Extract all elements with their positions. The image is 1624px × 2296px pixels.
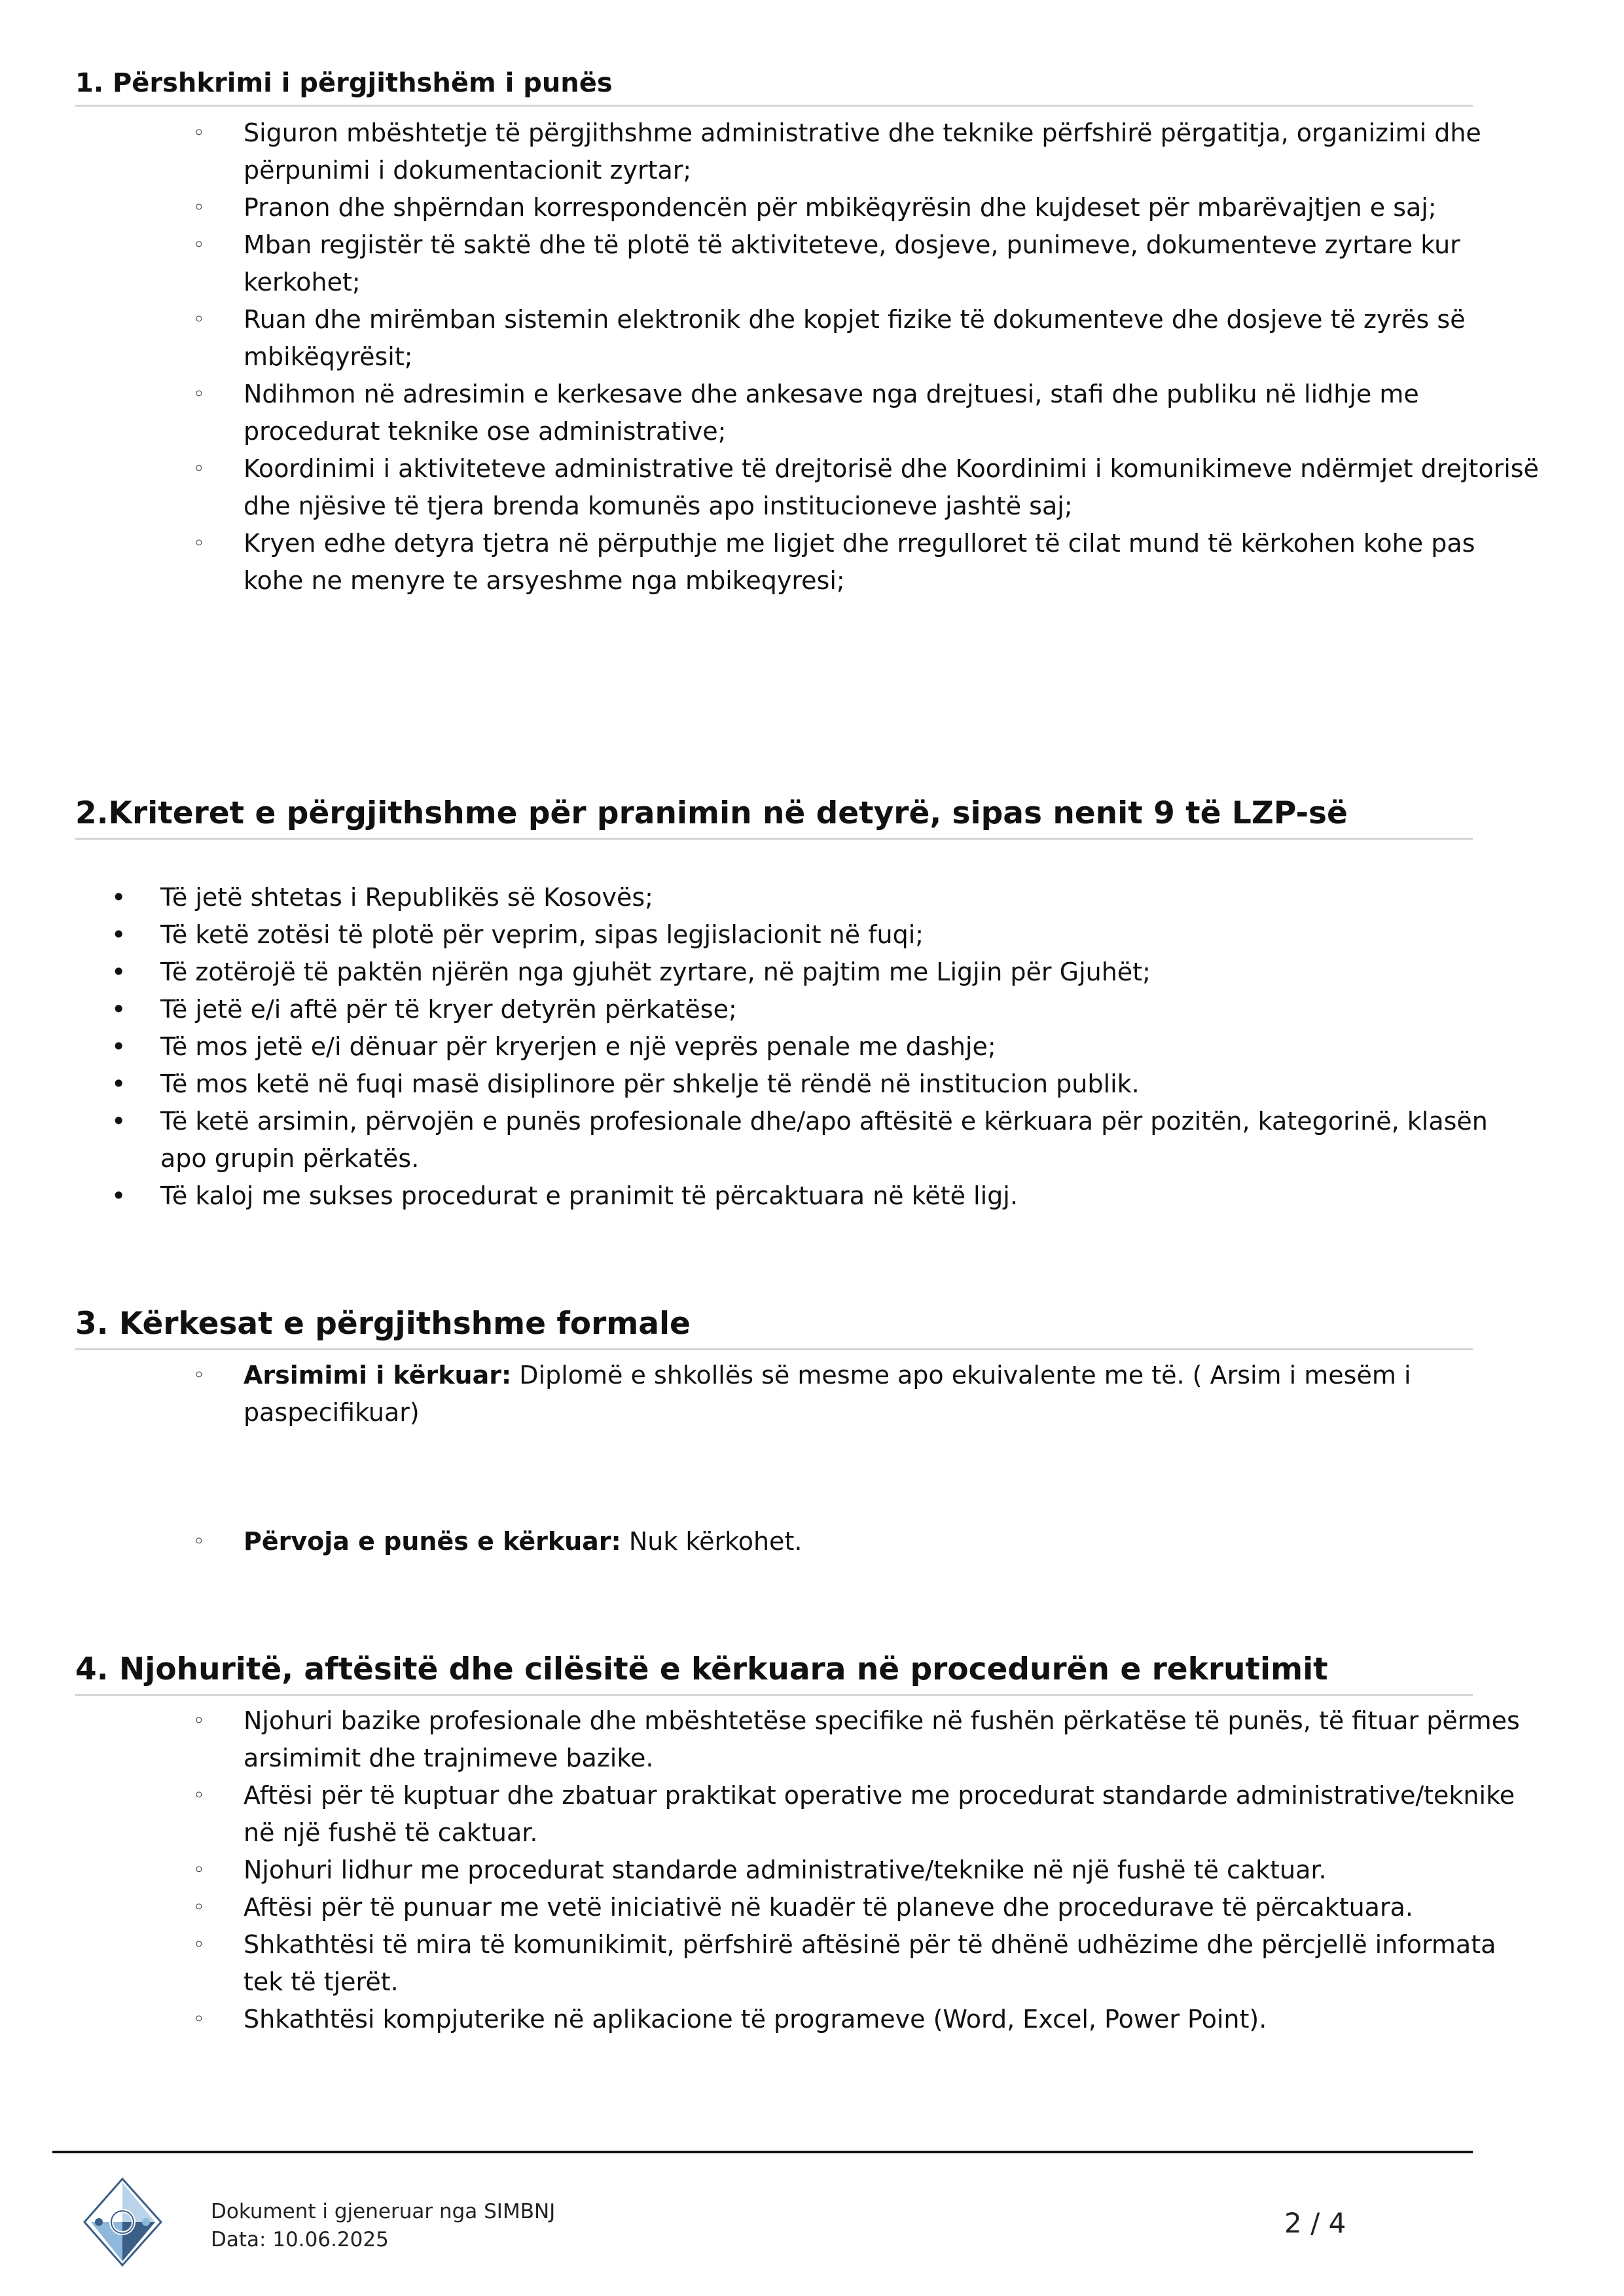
circle-bullet: ◦ (193, 1933, 205, 1956)
dot-bullet: • (111, 995, 126, 1024)
logo-node (142, 2218, 150, 2226)
section-knowledge-skills (75, 1649, 1520, 2038)
section-job-description (75, 65, 1539, 600)
section-title: 4. Njohuritë, aftësitë dhe cilësitë e kërkuara në procedurën e rekrutimit (75, 1651, 1328, 1687)
list-item: • Të mos jetë e/i dënuar për kryerjen e një veprës penale me dashje; (75, 1028, 1535, 1066)
footer-divider (52, 2151, 1473, 2153)
section-divider (75, 105, 1473, 107)
requirement-label: Përvoja e punës e kërkuar: (244, 1527, 621, 1556)
section-title: 3. Kërkesat e përgjithshme formale (75, 1306, 691, 1342)
list-item: • Të mos ketë në fuqi masë disiplinore për shkelje të rëndë në institucion publik. (75, 1066, 1535, 1103)
generated-by-text: Dokument i gjeneruar nga SIMBNJ (211, 2200, 556, 2223)
circle-bullet: ◦ (193, 122, 205, 145)
dot-bullet: • (111, 883, 126, 912)
dot-bullet: • (111, 1107, 126, 1136)
list-item: • Të ketë zotësi të plotë për veprim, sipas legjislacionit në fuqi; (75, 916, 1535, 954)
dot-bullet: • (111, 1181, 126, 1210)
circle-bullet: ◦ (193, 1784, 205, 1807)
circle-bullet: ◦ (193, 1859, 205, 1882)
list-item: ◦ Ndihmon në adresimin e kerkesave dhe ankesave nga drejtuesi, stafi dhe publiku në lidhje me procedurat teknike ose administrative; (75, 376, 1540, 450)
list-item: • Të ketë arsimin, përvojën e punës profesionale dhe/apo aftësitë e kërkuara për pozitën, kategorinë, klasën apo grupin përkatës. (75, 1103, 1535, 1177)
list-item: • Të jetë shtetas i Republikës së Kosovës; (75, 879, 1535, 916)
formal-requirements-list (75, 1357, 1473, 1560)
section-general-criteria (75, 793, 1488, 1215)
list-item: ◦ Njohuri bazike profesionale dhe mbështetëse specifike në fushën përkatëse të punës, të fituar përmes arsimimit dhe trajnimeve bazike. (75, 1702, 1540, 1777)
section-divider (75, 1348, 1473, 1350)
requirement-label: Arsimimi i kërkuar: (244, 1361, 512, 1390)
list-item: ◦ Koordinimi i aktiviteteve administrative të drejtorisë dhe Koordinimi i komunikimeve ndërmjet drejtorisë dhe njësive të tjera brenda komunës apo institucioneve jashtë saj; (75, 450, 1540, 525)
list-item: ◦ Kryen edhe detyra tjetra në përputhje me ligjet dhe rregulloret të cilat mund të kërkohen kohe pas kohe ne menyre te arsyeshme nga mbikeqyresi; (75, 525, 1540, 600)
skills-list (75, 1702, 1520, 2038)
criteria-list (75, 879, 1488, 1215)
circle-bullet: ◦ (193, 383, 205, 406)
list-item: ◦ Pranon dhe shpërndan korrespondencën për mbikëqyrësin dhe kujdeset për mbarëvajtjen e saj; (75, 189, 1540, 226)
experience-requirement: ◦ Përvoja e punës e kërkuar: Nuk kërkohet. (75, 1523, 1540, 1560)
list-item: ◦ Shkathtësi të mira të komunikimit, përfshirë aftësinë për të dhënë udhëzime dhe përcjellë informata tek të tjerët. (75, 1926, 1540, 2001)
circle-bullet: ◦ (193, 1710, 205, 1732)
list-item: ◦ Shkathtësi kompjuterike në aplikacione të programeve (Word, Excel, Power Point). (75, 2001, 1540, 2038)
circle-bullet: ◦ (193, 234, 205, 257)
circle-bullet: ◦ (193, 532, 205, 555)
section-title: 2.Kriteret e përgjithshme për pranimin në detyrë, sipas nenit 9 të LZP-së (75, 795, 1348, 831)
circle-bullet: ◦ (193, 1896, 205, 1919)
logo-shard (122, 2183, 155, 2222)
circle-bullet: ◦ (193, 308, 205, 331)
section-divider (75, 838, 1473, 840)
dot-bullet: • (111, 958, 126, 986)
logo-shard (122, 2222, 155, 2261)
section-divider (75, 1694, 1473, 1696)
list-item: • Të zotërojë të paktën njërën nga gjuhët zyrtare, në pajtim me Ligjin për Gjuhët; (75, 954, 1535, 991)
education-requirement: ◦ Arsimimi i kërkuar: Diplomë e shkollës së mesme apo ekuivalente me të. ( Arsim i mesëm i paspecifikuar) (75, 1357, 1540, 1431)
list-item: ◦ Aftësi për të kuptuar dhe zbatuar praktikat operative me procedurat standarde administrative/teknike në një fushë të caktuar. (75, 1777, 1540, 1852)
list-item: ◦ Mban regjistër të saktë dhe të plotë të aktiviteteve, dosjeve, punimeve, dokumenteve zyrtare kur kerkohet; (75, 226, 1540, 301)
footer-info (211, 2198, 555, 2254)
logo-node (95, 2218, 103, 2226)
circle-bullet: ◦ (193, 196, 205, 219)
list-item: ◦ Njohuri lidhur me procedurat standarde administrative/teknike në një fushë të caktuar. (75, 1852, 1540, 1889)
circle-bullet: ◦ (193, 2008, 205, 2031)
list-item: ◦ Siguron mbështetje të përgjithshme administrative dhe teknike përfshirë përgatitja, organizimi dhe përpunimi i dokumentacionit zyrtar; (75, 115, 1540, 189)
duties-list (75, 115, 1539, 600)
section-formal-requirements (75, 1304, 1473, 1560)
list-item: • Të jetë e/i aftë për të kryer detyrën përkatëse; (75, 991, 1535, 1028)
page-number: 2 / 4 (1284, 2207, 1346, 2239)
dot-bullet: • (111, 1069, 126, 1098)
circle-bullet: ◦ (193, 1530, 205, 1553)
document-date: Data: 10.06.2025 (211, 2228, 389, 2251)
list-item: ◦ Aftësi për të punuar me vetë iniciativë në kuadër të planeve dhe procedurave të përcaktuara. (75, 1889, 1540, 1926)
simbnj-logo-icon (82, 2176, 164, 2268)
dot-bullet: • (111, 920, 126, 949)
dot-bullet: • (111, 1032, 126, 1061)
list-item: • Të kaloj me sukses procedurat e pranimit të përcaktuara në këtë ligj. (75, 1177, 1535, 1215)
circle-bullet: ◦ (193, 457, 205, 480)
circle-bullet: ◦ (193, 1364, 205, 1387)
section-title: 1. Përshkrimi i përgjithshëm i punës (75, 68, 613, 98)
list-item: ◦ Ruan dhe mirëmban sistemin elektronik dhe kopjet fizike të dokumenteve dhe dosjeve të zyrës së mbikëqyrësit; (75, 301, 1540, 376)
